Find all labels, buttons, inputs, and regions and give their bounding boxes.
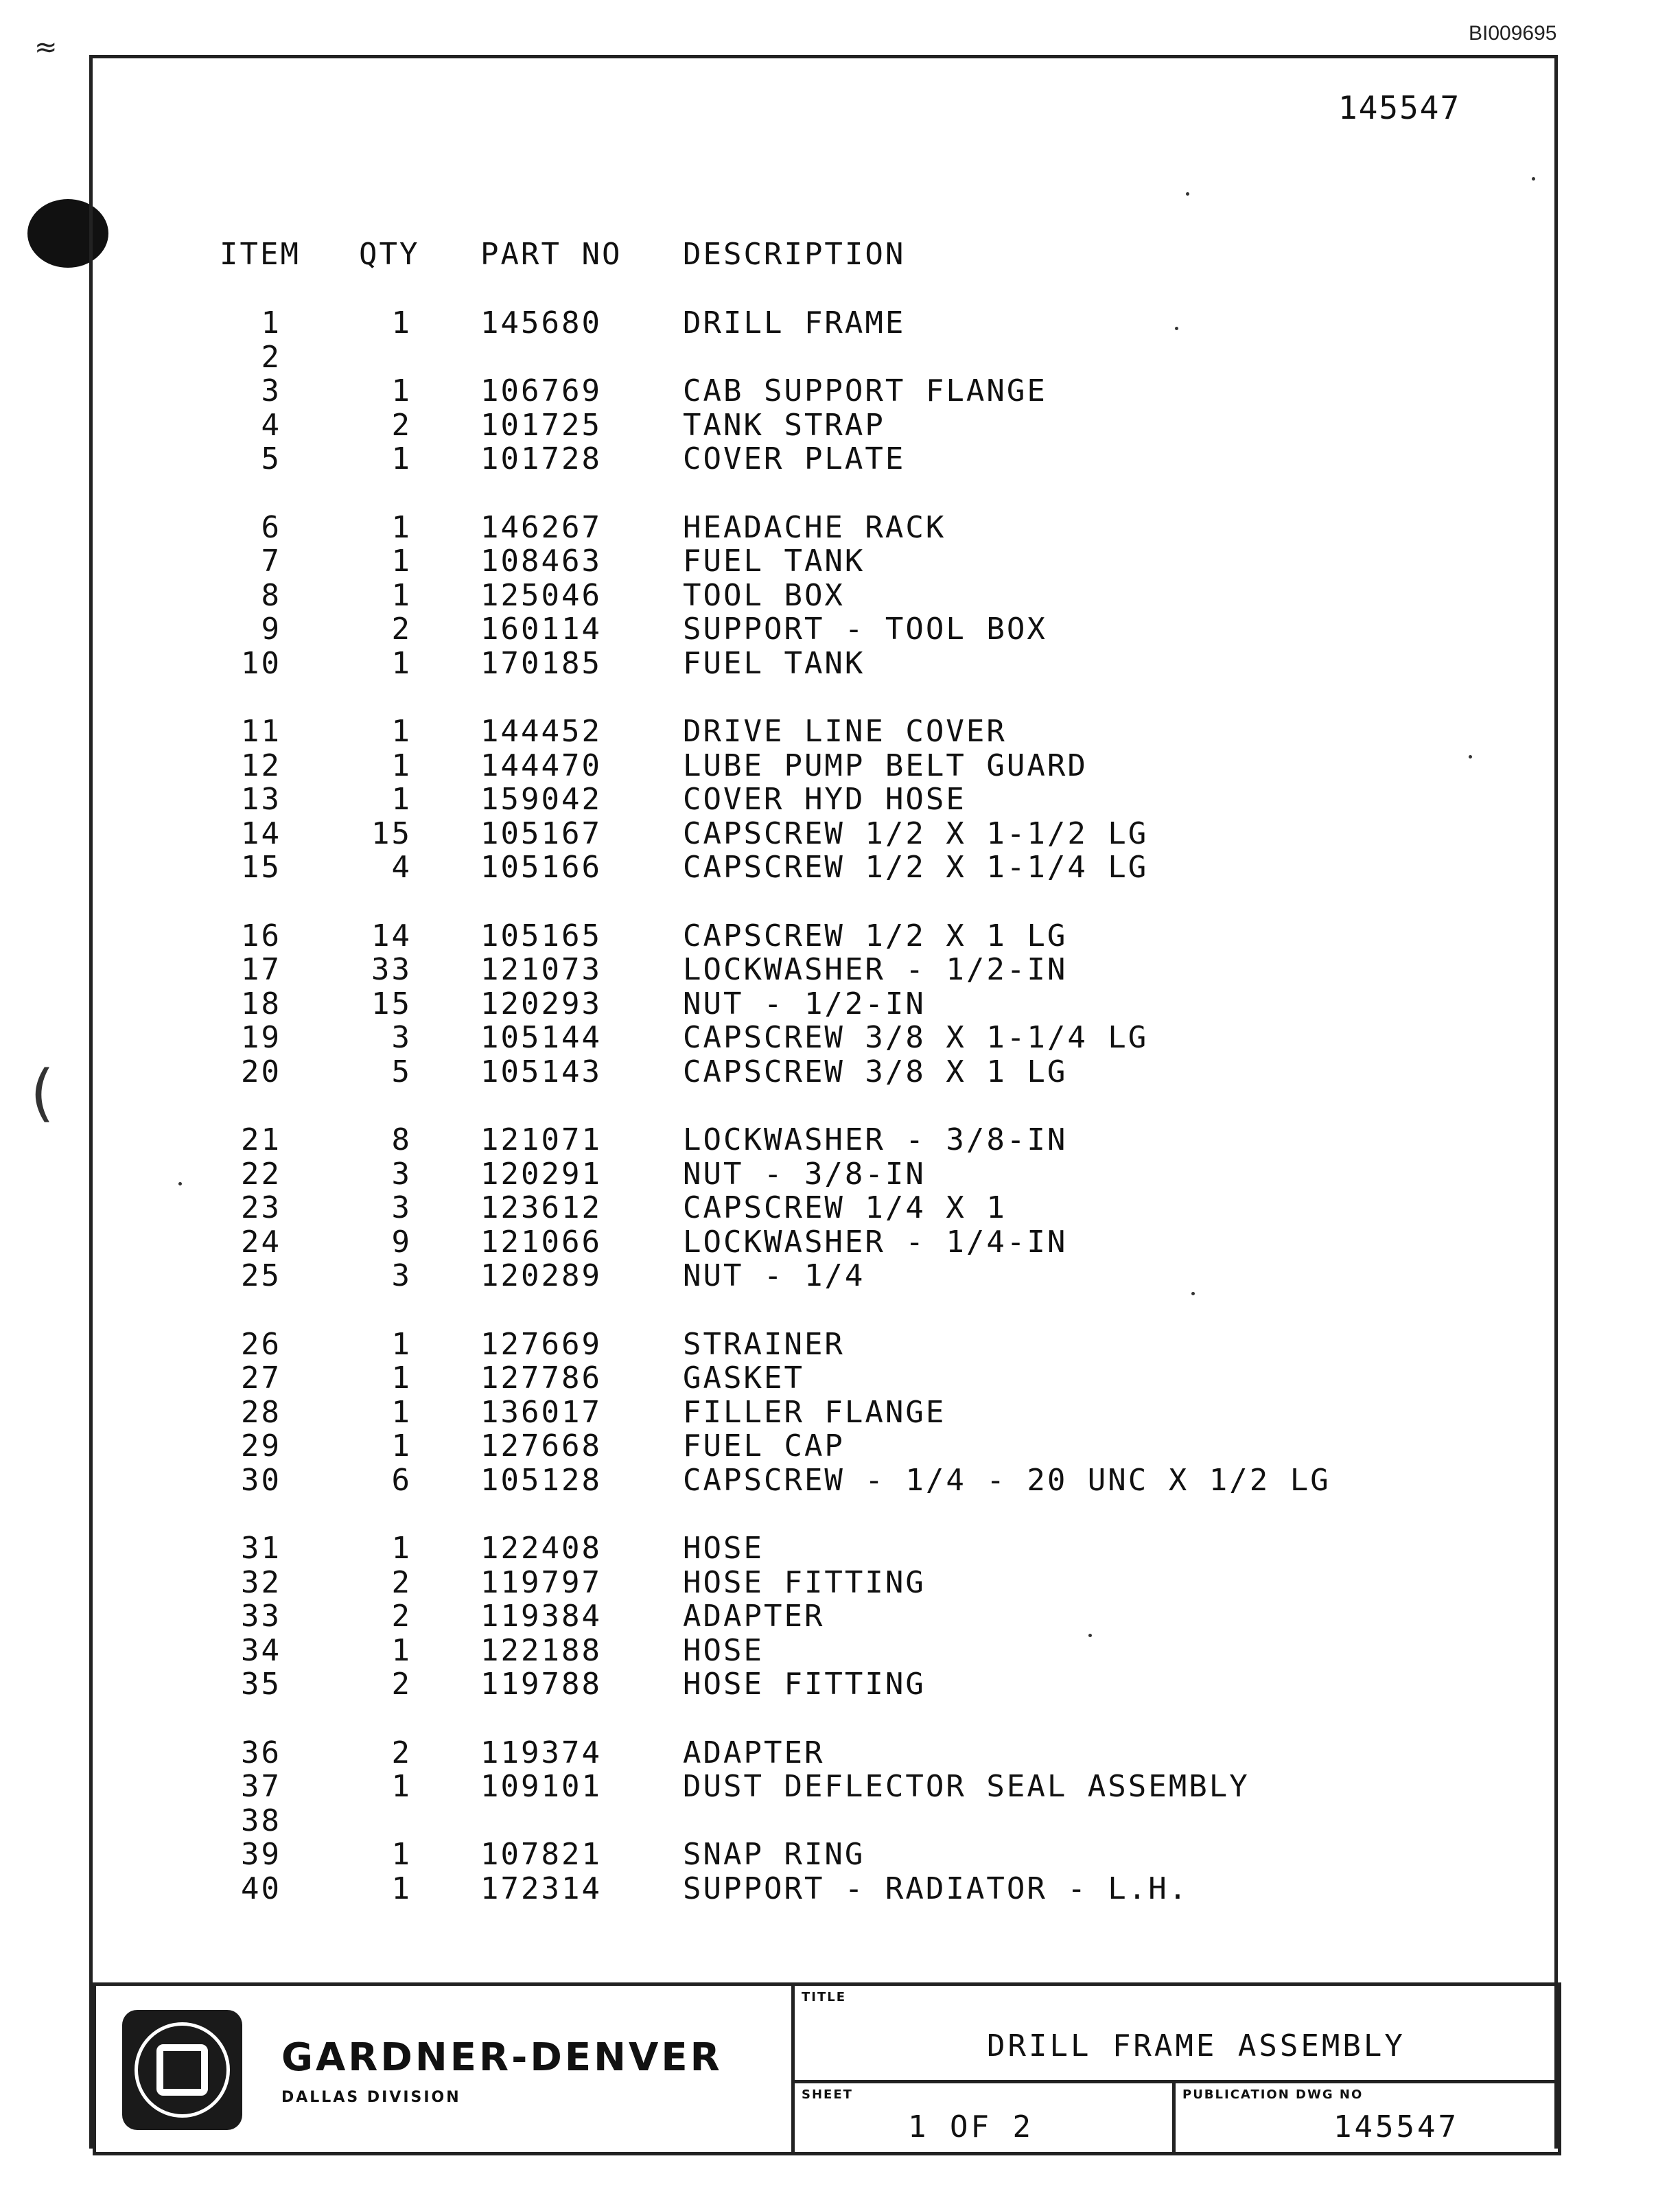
quantity: 3	[391, 1258, 412, 1293]
parts-row	[206, 1190, 1510, 1225]
item-number: 23	[241, 1190, 281, 1225]
quantity: 1	[391, 1531, 412, 1566]
quantity: 3	[391, 1020, 412, 1055]
quantity: 1	[391, 577, 412, 613]
part-number: 119384	[480, 1599, 602, 1634]
quantity: 1	[391, 1632, 412, 1668]
item-number: 28	[241, 1394, 281, 1430]
item-number: 34	[241, 1632, 281, 1668]
part-number: 123612	[480, 1190, 602, 1225]
part-number: 144452	[480, 714, 602, 749]
part-description: FUEL TANK	[683, 544, 865, 579]
item-number: 39	[241, 1837, 281, 1872]
sheet-label: SHEET	[802, 2087, 853, 2102]
item-number: 26	[241, 1326, 281, 1362]
bates-number: BI009695	[1469, 22, 1557, 45]
item-number: 8	[261, 577, 281, 613]
part-number: 121066	[480, 1224, 602, 1260]
part-number: 105166	[480, 850, 602, 885]
parts-row	[206, 1803, 1510, 1838]
part-number: 125046	[480, 577, 602, 613]
part-description: CAPSCREW 1/2 X 1 LG	[683, 918, 1068, 953]
part-number: 172314	[480, 1871, 602, 1906]
part-number: 127669	[480, 1326, 602, 1362]
parts-row	[206, 1122, 1510, 1157]
parts-row	[206, 510, 1510, 544]
parts-row	[206, 1225, 1510, 1259]
item-number: 22	[241, 1156, 281, 1192]
parts-row	[206, 782, 1510, 816]
part-description: COVER PLATE	[683, 441, 906, 476]
part-number: 122408	[480, 1531, 602, 1566]
document-number: 145547	[1338, 89, 1461, 126]
part-description: SUPPORT - TOOL BOX	[683, 612, 1047, 647]
parts-row	[206, 1633, 1510, 1667]
item-number: 14	[241, 815, 281, 851]
part-number: 105144	[480, 1020, 602, 1055]
parts-row	[206, 1361, 1510, 1395]
company-cell	[96, 1986, 795, 2152]
part-description: NUT - 3/8-IN	[683, 1156, 926, 1192]
item-number: 10	[241, 645, 281, 681]
part-description: LOCKWASHER - 1/2-IN	[683, 952, 1068, 987]
parts-row	[206, 441, 1510, 476]
item-number: 32	[241, 1564, 281, 1600]
quantity: 1	[391, 1871, 412, 1906]
part-description: FUEL TANK	[683, 645, 865, 681]
item-number: 11	[241, 714, 281, 749]
part-number: 159042	[480, 782, 602, 817]
part-number: 105128	[480, 1462, 602, 1498]
parts-row	[206, 1395, 1510, 1429]
item-number: 25	[241, 1258, 281, 1293]
part-description: HOSE	[683, 1531, 764, 1566]
header-item: ITEM	[220, 237, 301, 272]
header-qty: QTY	[359, 237, 420, 272]
quantity: 14	[371, 918, 412, 953]
parts-row	[206, 714, 1510, 748]
item-number: 19	[241, 1020, 281, 1055]
parts-row	[206, 1054, 1510, 1089]
item-number: 9	[261, 612, 281, 647]
quantity: 1	[391, 714, 412, 749]
part-description: NUT - 1/4	[683, 1258, 865, 1293]
item-number: 38	[241, 1803, 281, 1838]
quantity: 15	[371, 815, 412, 851]
part-description: TOOL BOX	[683, 577, 845, 613]
company-seal-logo	[122, 2010, 242, 2130]
part-number: 120291	[480, 1156, 602, 1192]
part-description: TANK STRAP	[683, 407, 885, 443]
parts-row	[206, 748, 1510, 783]
item-number: 3	[261, 373, 281, 408]
parts-row	[206, 646, 1510, 680]
parts-row	[206, 1327, 1510, 1361]
item-number: 6	[261, 509, 281, 545]
speck	[1469, 755, 1472, 759]
quantity: 2	[391, 612, 412, 647]
part-number: 145680	[480, 305, 602, 340]
part-description: CAPSCREW 1/2 X 1-1/4 LG	[683, 850, 1149, 885]
speck	[1175, 327, 1178, 330]
quantity: 9	[391, 1224, 412, 1260]
quantity: 1	[391, 305, 412, 340]
quantity: 1	[391, 1394, 412, 1430]
parts-row	[206, 816, 1510, 850]
item-number: 1	[261, 305, 281, 340]
parts-row	[206, 1599, 1510, 1633]
item-number: 36	[241, 1735, 281, 1770]
parts-row	[206, 340, 1510, 374]
sheet-cell	[795, 2083, 1176, 2152]
parts-row	[206, 373, 1510, 408]
parts-row	[206, 1258, 1510, 1293]
part-number: 119797	[480, 1564, 602, 1600]
parts-row	[206, 1565, 1510, 1599]
part-number: 101728	[480, 441, 602, 476]
parts-row	[206, 1871, 1510, 1906]
part-number: 119374	[480, 1735, 602, 1770]
quantity: 1	[391, 544, 412, 579]
part-description: SNAP RING	[683, 1837, 865, 1872]
item-number: 13	[241, 782, 281, 817]
item-number: 18	[241, 986, 281, 1021]
quantity: 2	[391, 1735, 412, 1770]
item-number: 37	[241, 1769, 281, 1804]
item-number: 4	[261, 407, 281, 443]
division-name: DALLAS DIVISION	[281, 2089, 461, 2106]
parts-list	[206, 305, 1510, 1905]
part-description: DRILL FRAME	[683, 305, 906, 340]
part-description: GASKET	[683, 1361, 804, 1396]
title-cell	[795, 1986, 1558, 2083]
quantity: 1	[391, 1428, 412, 1463]
quantity: 2	[391, 1599, 412, 1634]
publication-number: 145547	[1333, 2109, 1459, 2144]
quantity: 1	[391, 441, 412, 476]
sheet-number: 1 OF 2	[908, 2109, 1034, 2144]
quantity: 1	[391, 1769, 412, 1804]
part-description: CAPSCREW 1/2 X 1-1/2 LG	[683, 815, 1149, 851]
part-description: FILLER FLANGE	[683, 1394, 946, 1430]
parts-row	[206, 612, 1510, 646]
part-number: 146267	[480, 509, 602, 545]
parts-row	[206, 1463, 1510, 1497]
quantity: 15	[371, 986, 412, 1021]
parts-row	[206, 1020, 1510, 1054]
item-number: 31	[241, 1531, 281, 1566]
quantity: 8	[391, 1122, 412, 1157]
part-description: CAPSCREW 3/8 X 1-1/4 LG	[683, 1020, 1149, 1055]
part-number: 121071	[480, 1122, 602, 1157]
part-number: 120293	[480, 986, 602, 1021]
part-description: STRAINER	[683, 1326, 845, 1362]
part-description: ADAPTER	[683, 1599, 825, 1634]
part-description: HOSE	[683, 1632, 764, 1668]
seal-monogram	[156, 2044, 208, 2096]
quantity: 3	[391, 1190, 412, 1225]
part-number: 101725	[480, 407, 602, 443]
quantity: 6	[391, 1462, 412, 1498]
part-description: SUPPORT - RADIATOR - L.H.	[683, 1871, 1189, 1906]
parts-row	[206, 578, 1510, 612]
quantity: 1	[391, 1837, 412, 1872]
part-description: CAPSCREW - 1/4 - 20 UNC X 1/2 LG	[683, 1462, 1331, 1498]
parts-row	[206, 1157, 1510, 1191]
part-description: HOSE FITTING	[683, 1667, 926, 1702]
speck	[1532, 177, 1535, 181]
quantity: 4	[391, 850, 412, 885]
part-number: 105167	[480, 815, 602, 851]
item-number: 35	[241, 1667, 281, 1702]
parts-row	[206, 952, 1510, 986]
part-number: 136017	[480, 1394, 602, 1430]
publication-cell	[1176, 2083, 1558, 2152]
item-number: 27	[241, 1361, 281, 1396]
parts-row	[206, 850, 1510, 884]
item-number: 12	[241, 748, 281, 783]
parts-row	[206, 1531, 1510, 1565]
item-number: 21	[241, 1122, 281, 1157]
part-number: 105165	[480, 918, 602, 953]
part-description: LUBE PUMP BELT GUARD	[683, 748, 1088, 783]
item-number: 20	[241, 1054, 281, 1089]
parts-row	[206, 1837, 1510, 1871]
part-description: ADAPTER	[683, 1735, 825, 1770]
part-number: 160114	[480, 612, 602, 647]
item-number: 5	[261, 441, 281, 476]
quantity: 1	[391, 1361, 412, 1396]
part-description: HOSE FITTING	[683, 1564, 926, 1600]
part-number: 107821	[480, 1837, 602, 1872]
part-description: CAPSCREW 1/4 X 1	[683, 1190, 1007, 1225]
part-number: 108463	[480, 544, 602, 579]
parts-row	[206, 1428, 1510, 1463]
item-number: 24	[241, 1224, 281, 1260]
title-block	[93, 1982, 1561, 2155]
quantity: 1	[391, 645, 412, 681]
part-number: 121073	[480, 952, 602, 987]
part-description: COVER HYD HOSE	[683, 782, 966, 817]
part-number: 122188	[480, 1632, 602, 1668]
speck	[1191, 1292, 1195, 1295]
quantity: 1	[391, 509, 412, 545]
drawing-title: DRILL FRAME ASSEMBLY	[987, 2028, 1405, 2063]
parts-row	[206, 1769, 1510, 1803]
item-number: 33	[241, 1599, 281, 1634]
part-number: 120289	[480, 1258, 602, 1293]
quantity: 33	[371, 952, 412, 987]
part-description: CAPSCREW 3/8 X 1 LG	[683, 1054, 1068, 1089]
item-number: 17	[241, 952, 281, 987]
part-description: DRIVE LINE COVER	[683, 714, 1007, 749]
corner-scribble-mark: ≈	[34, 32, 58, 63]
parts-row	[206, 1735, 1510, 1770]
part-description: NUT - 1/2-IN	[683, 986, 926, 1021]
item-number: 29	[241, 1428, 281, 1463]
speck	[178, 1182, 182, 1185]
header-description: DESCRIPTION	[683, 237, 906, 272]
item-number: 2	[261, 339, 281, 375]
speck	[1088, 1634, 1092, 1637]
part-number: 119788	[480, 1667, 602, 1702]
part-description: FUEL CAP	[683, 1428, 845, 1463]
part-description: LOCKWASHER - 3/8-IN	[683, 1122, 1068, 1157]
item-number: 15	[241, 850, 281, 885]
part-description: HEADACHE RACK	[683, 509, 946, 545]
header-part-no: PART NO	[480, 237, 622, 272]
item-number: 16	[241, 918, 281, 953]
quantity: 3	[391, 1156, 412, 1192]
quantity: 2	[391, 1667, 412, 1702]
speck	[1186, 192, 1189, 196]
quantity: 1	[391, 1326, 412, 1362]
item-number: 30	[241, 1462, 281, 1498]
part-description: CAB SUPPORT FLANGE	[683, 373, 1047, 408]
part-description: LOCKWASHER - 1/4-IN	[683, 1224, 1068, 1260]
publication-label: PUBLICATION DWG NO	[1182, 2087, 1364, 2102]
quantity: 5	[391, 1054, 412, 1089]
binder-hole-mark: (	[30, 1057, 55, 1129]
part-number: 144470	[480, 748, 602, 783]
parts-row	[206, 544, 1510, 578]
parts-row	[206, 1667, 1510, 1701]
part-number: 105143	[480, 1054, 602, 1089]
part-number: 170185	[480, 645, 602, 681]
quantity: 2	[391, 1564, 412, 1600]
quantity: 1	[391, 748, 412, 783]
quantity: 1	[391, 782, 412, 817]
part-number: 127786	[480, 1361, 602, 1396]
parts-row	[206, 408, 1510, 442]
item-number: 7	[261, 544, 281, 579]
parts-row	[206, 305, 1510, 340]
item-number: 40	[241, 1871, 281, 1906]
quantity: 2	[391, 407, 412, 443]
parts-row	[206, 986, 1510, 1021]
part-number: 127668	[480, 1428, 602, 1463]
part-number: 106769	[480, 373, 602, 408]
company-name: GARDNER-DENVER	[281, 2035, 723, 2080]
title-label: TITLE	[802, 1990, 847, 2004]
part-description: DUST DEFLECTOR SEAL ASSEMBLY	[683, 1769, 1250, 1804]
part-number: 109101	[480, 1769, 602, 1804]
parts-row	[206, 918, 1510, 953]
quantity: 1	[391, 373, 412, 408]
